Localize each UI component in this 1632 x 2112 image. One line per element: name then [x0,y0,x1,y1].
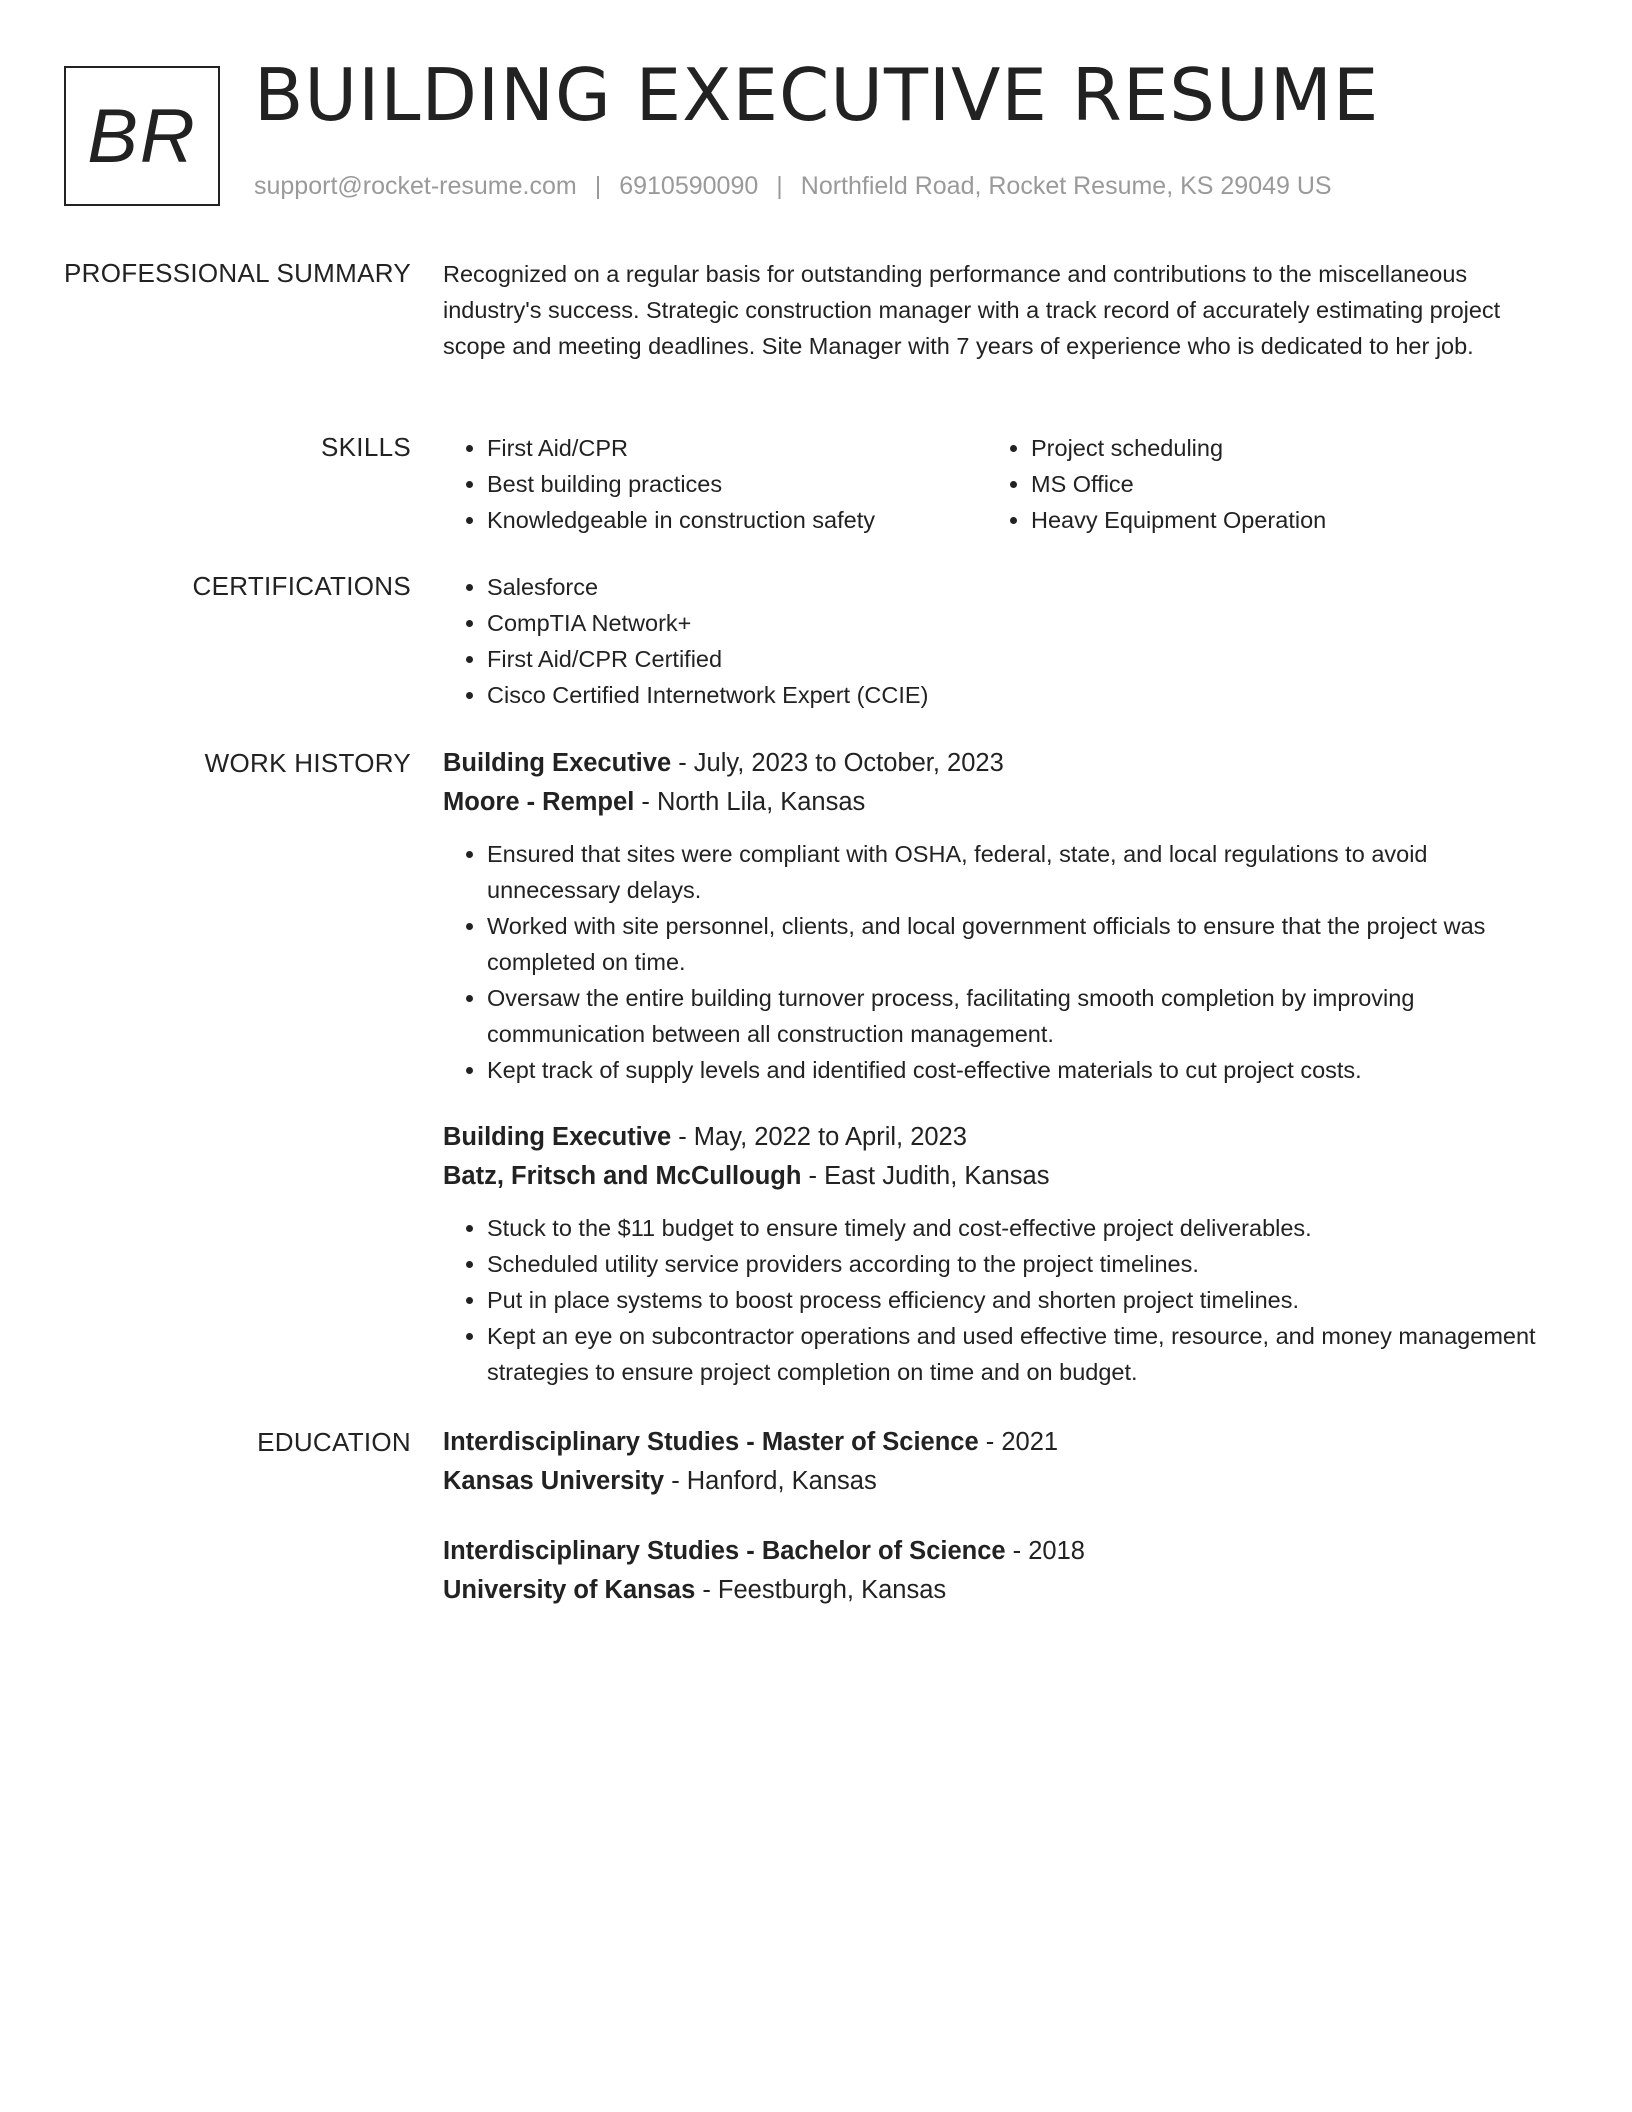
summary-content [443,256,1543,364]
work-content [443,1118,1543,1390]
education-heading [443,1423,1543,1462]
education-degree: Interdisciplinary Studies - Bachelor of Science [443,1537,1006,1565]
contact-address: Northfield Road, Rocket Resume, KS 29049 US [800,172,1332,200]
job-entry [443,744,1543,1088]
job-dates: - May, 2022 to April, 2023 [671,1123,967,1151]
skills-content [443,430,1543,538]
job-dates: - July, 2023 to October, 2023 [671,749,1004,777]
job-location: - North Lila, Kansas [634,788,866,816]
job-heading [443,1118,1543,1157]
certifications-list [443,569,1543,713]
job-bullet: • Oversaw the entire building turnover process, facilitating smooth completion by improving communication between all construction management. [487,980,1543,1052]
job-bullet: • Kept an eye on subcontractor operations and used effective time, resource, and money management strategies to ensure project completion on time and on budget. [487,1318,1543,1390]
resume-title: BUILDING EXECUTIVE RESUME [254,53,1380,137]
certifications-label: CERTIFICATIONS [192,571,411,601]
job-company: Batz, Fritsch and McCullough [443,1162,802,1190]
monogram-text: BR [87,93,197,179]
job-bullet: • Put in place systems to boost process efficiency and shorten project timelines. [487,1282,1543,1318]
education-year: - 2021 [978,1428,1059,1456]
education-location: - Feestburgh, Kansas [695,1576,947,1604]
summary-text: Recognized on a regular basis for outstanding performance and contributions to the miscellaneous industry's success. Strategic construction manager with a track record of accurately estimating project scope and meeting deadlines. Site Manager with 7 years of experience who is dedicated to her job. [443,261,1501,359]
skill-item: • MS Office [1031,466,1531,502]
certification-item: • Cisco Certified Internetwork Expert (CCIE) [487,677,1543,713]
education-degree: Interdisciplinary Studies - Master of Science [443,1428,979,1456]
work-label: WORK HISTORY [204,748,411,778]
skill-item: • Best building practices [487,466,987,502]
certification-item: • First Aid/CPR Certified [487,641,1543,677]
monogram-logo [64,66,220,206]
skill-item: • Project scheduling [1031,430,1531,466]
summary-label: PROFESSIONAL SUMMARY [64,258,411,288]
contact-phone[interactable]: 6910590090 [619,172,759,200]
job-company: Moore - Rempel [443,788,635,816]
job-bullets [443,836,1543,1088]
skill-item: • Heavy Equipment Operation [1031,502,1531,538]
skills-column-1 [443,430,987,538]
job-bullets [443,1210,1543,1390]
certification-item: • Salesforce [487,569,1543,605]
education-content [443,1532,1543,1624]
contact-email[interactable]: support@rocket-resume.com [254,172,577,200]
education-school-line [443,1462,1543,1501]
contact-separator: | [594,172,602,200]
skills-label: SKILLS [321,432,411,462]
job-bullet: • Ensured that sites were compliant with OSHA, federal, state, and local regulations to avoid unnecessary delays. [487,836,1543,908]
job-location: - East Judith, Kansas [801,1162,1050,1190]
job-heading [443,744,1543,783]
education-school-line [443,1571,1543,1610]
skill-item: • Knowledgeable in construction safety [487,502,987,538]
education-content [443,1423,1543,1515]
work-content [443,744,1543,1088]
skill-item: • First Aid/CPR [487,430,987,466]
job-bullet: • Stuck to the $11 budget to ensure timely and cost-effective project deliverables. [487,1210,1543,1246]
education-year: - 2018 [1005,1537,1085,1565]
certification-item: • CompTIA Network+ [487,605,1543,641]
education-label: EDUCATION [257,1427,411,1457]
contact-separator: | [776,172,783,200]
education-school: Kansas University [443,1467,665,1495]
job-title: Building Executive [443,749,672,777]
education-heading [443,1532,1543,1571]
job-bullet: • Kept track of supply levels and identified cost-effective materials to cut project costs. [487,1052,1543,1088]
skills-column-2 [987,430,1531,538]
job-company-line [443,1157,1543,1196]
job-title: Building Executive [443,1123,672,1151]
education-school: University of Kansas [443,1576,696,1604]
job-bullet: • Worked with site personnel, clients, and local government officials to ensure that the project was completed on time. [487,908,1543,980]
certifications-content [443,569,1543,713]
job-company-line [443,783,1543,822]
job-entry [443,1118,1543,1390]
contact-line [254,172,1332,201]
job-bullet: • Scheduled utility service providers according to the project timelines. [487,1246,1543,1282]
education-location: - Hanford, Kansas [664,1467,877,1495]
